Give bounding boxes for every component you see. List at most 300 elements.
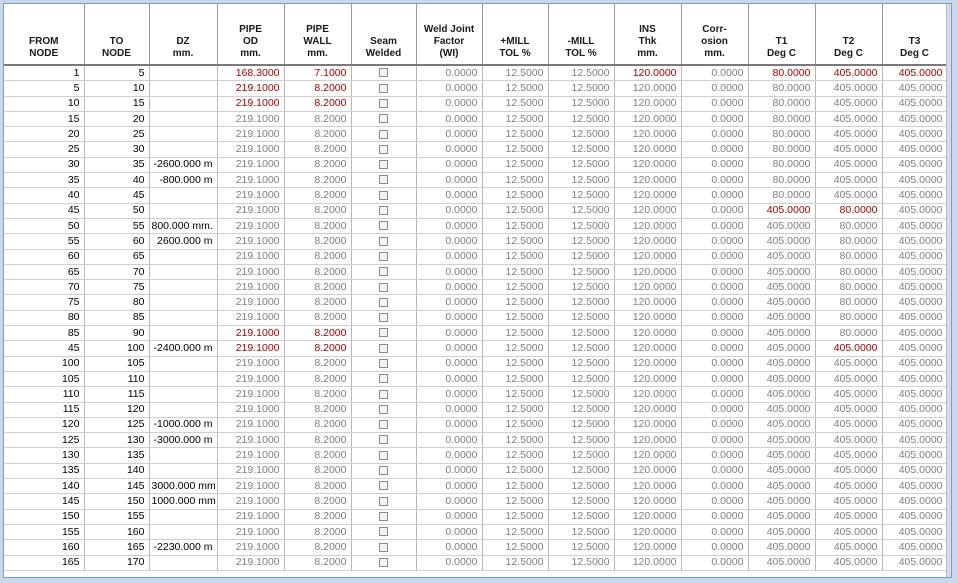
seam-welded-checkbox[interactable] bbox=[379, 114, 388, 123]
cell-corr[interactable]: 0.0000 bbox=[681, 310, 748, 325]
cell-od[interactable]: 219.1000 bbox=[217, 81, 284, 96]
cell-pmill[interactable]: 12.5000 bbox=[482, 463, 548, 478]
cell-t3[interactable]: 405.0000 bbox=[882, 81, 947, 96]
cell-od[interactable]: 219.1000 bbox=[217, 479, 284, 494]
column-header-pmill[interactable] bbox=[482, 4, 548, 65]
cell-ins[interactable]: 120.0000 bbox=[614, 65, 681, 81]
cell-pmill[interactable]: 12.5000 bbox=[482, 157, 548, 172]
column-header-corr[interactable] bbox=[681, 4, 748, 65]
cell-wall[interactable]: 8.2000 bbox=[284, 81, 351, 96]
seam-welded-checkbox[interactable] bbox=[379, 130, 388, 139]
cell-weld[interactable]: 0.0000 bbox=[416, 203, 482, 218]
cell-pmill[interactable]: 12.5000 bbox=[482, 249, 548, 264]
seam-welded-checkbox[interactable] bbox=[379, 221, 388, 230]
cell-pmill[interactable]: 12.5000 bbox=[482, 295, 548, 310]
cell-corr[interactable]: 0.0000 bbox=[681, 417, 748, 432]
cell-corr[interactable]: 0.0000 bbox=[681, 218, 748, 233]
cell-weld[interactable]: 0.0000 bbox=[416, 65, 482, 81]
cell-dz[interactable]: -2400.000 m bbox=[149, 341, 217, 356]
cell-from[interactable]: 20 bbox=[4, 127, 84, 142]
cell-corr[interactable]: 0.0000 bbox=[681, 96, 748, 111]
cell-wall[interactable]: 8.2000 bbox=[284, 280, 351, 295]
cell-t3[interactable]: 405.0000 bbox=[882, 494, 947, 509]
cell-seam[interactable] bbox=[351, 402, 416, 417]
cell-wall[interactable]: 8.2000 bbox=[284, 509, 351, 524]
cell-od[interactable]: 219.1000 bbox=[217, 96, 284, 111]
cell-t1[interactable]: 80.0000 bbox=[748, 127, 815, 142]
cell-to[interactable]: 170 bbox=[84, 555, 149, 570]
cell-from[interactable]: 140 bbox=[4, 479, 84, 494]
cell-t2[interactable]: 80.0000 bbox=[815, 218, 882, 233]
cell-to[interactable]: 75 bbox=[84, 280, 149, 295]
cell-pmill[interactable]: 12.5000 bbox=[482, 387, 548, 402]
cell-t2[interactable]: 80.0000 bbox=[815, 295, 882, 310]
cell-od[interactable]: 219.1000 bbox=[217, 173, 284, 188]
cell-to[interactable]: 165 bbox=[84, 540, 149, 555]
cell-mmill[interactable]: 12.5000 bbox=[548, 203, 614, 218]
cell-corr[interactable]: 0.0000 bbox=[681, 142, 748, 157]
cell-wall[interactable]: 8.2000 bbox=[284, 96, 351, 111]
cell-ins[interactable]: 120.0000 bbox=[614, 341, 681, 356]
cell-od[interactable]: 219.1000 bbox=[217, 127, 284, 142]
cell-corr[interactable]: 0.0000 bbox=[681, 371, 748, 386]
cell-dz[interactable] bbox=[149, 81, 217, 96]
cell-corr[interactable]: 0.0000 bbox=[681, 479, 748, 494]
cell-to[interactable]: 65 bbox=[84, 249, 149, 264]
cell-wall[interactable]: 8.2000 bbox=[284, 387, 351, 402]
cell-ins[interactable]: 120.0000 bbox=[614, 463, 681, 478]
cell-pmill[interactable]: 12.5000 bbox=[482, 448, 548, 463]
cell-ins[interactable]: 120.0000 bbox=[614, 173, 681, 188]
cell-from[interactable]: 5 bbox=[4, 81, 84, 96]
cell-t1[interactable]: 405.0000 bbox=[748, 555, 815, 570]
cell-ins[interactable]: 120.0000 bbox=[614, 326, 681, 341]
cell-t1[interactable]: 80.0000 bbox=[748, 173, 815, 188]
cell-t1[interactable]: 405.0000 bbox=[748, 341, 815, 356]
cell-dz[interactable]: 1000.000 mm bbox=[149, 494, 217, 509]
cell-dz[interactable] bbox=[149, 326, 217, 341]
cell-t3[interactable]: 405.0000 bbox=[882, 203, 947, 218]
cell-seam[interactable] bbox=[351, 463, 416, 478]
cell-weld[interactable]: 0.0000 bbox=[416, 127, 482, 142]
cell-weld[interactable]: 0.0000 bbox=[416, 371, 482, 386]
cell-weld[interactable]: 0.0000 bbox=[416, 417, 482, 432]
cell-od[interactable]: 219.1000 bbox=[217, 448, 284, 463]
cell-dz[interactable] bbox=[149, 509, 217, 524]
cell-weld[interactable]: 0.0000 bbox=[416, 479, 482, 494]
seam-welded-checkbox[interactable] bbox=[379, 390, 388, 399]
cell-ins[interactable]: 120.0000 bbox=[614, 417, 681, 432]
cell-ins[interactable]: 120.0000 bbox=[614, 218, 681, 233]
cell-dz[interactable] bbox=[149, 249, 217, 264]
cell-t1[interactable]: 80.0000 bbox=[748, 111, 815, 126]
cell-ins[interactable]: 120.0000 bbox=[614, 310, 681, 325]
cell-to[interactable]: 55 bbox=[84, 218, 149, 233]
cell-mmill[interactable]: 12.5000 bbox=[548, 463, 614, 478]
cell-od[interactable]: 219.1000 bbox=[217, 326, 284, 341]
cell-ins[interactable]: 120.0000 bbox=[614, 203, 681, 218]
cell-t2[interactable]: 405.0000 bbox=[815, 173, 882, 188]
cell-t2[interactable]: 80.0000 bbox=[815, 280, 882, 295]
cell-wall[interactable]: 8.2000 bbox=[284, 402, 351, 417]
cell-corr[interactable]: 0.0000 bbox=[681, 249, 748, 264]
cell-pmill[interactable]: 12.5000 bbox=[482, 111, 548, 126]
cell-od[interactable]: 219.1000 bbox=[217, 356, 284, 371]
cell-from[interactable]: 10 bbox=[4, 96, 84, 111]
cell-corr[interactable]: 0.0000 bbox=[681, 203, 748, 218]
cell-ins[interactable]: 120.0000 bbox=[614, 157, 681, 172]
cell-od[interactable]: 219.1000 bbox=[217, 264, 284, 279]
cell-weld[interactable]: 0.0000 bbox=[416, 448, 482, 463]
column-header-from[interactable] bbox=[4, 4, 84, 65]
cell-ins[interactable]: 120.0000 bbox=[614, 555, 681, 570]
cell-t1[interactable]: 80.0000 bbox=[748, 188, 815, 203]
cell-t3[interactable]: 405.0000 bbox=[882, 218, 947, 233]
cell-t1[interactable]: 405.0000 bbox=[748, 310, 815, 325]
cell-wall[interactable]: 8.2000 bbox=[284, 234, 351, 249]
seam-welded-checkbox[interactable] bbox=[379, 252, 388, 261]
cell-mmill[interactable]: 12.5000 bbox=[548, 555, 614, 570]
cell-wall[interactable]: 8.2000 bbox=[284, 433, 351, 448]
column-header-mmill[interactable] bbox=[548, 4, 614, 65]
cell-t1[interactable]: 405.0000 bbox=[748, 448, 815, 463]
cell-t2[interactable]: 405.0000 bbox=[815, 96, 882, 111]
cell-t3[interactable]: 405.0000 bbox=[882, 264, 947, 279]
seam-welded-checkbox[interactable] bbox=[379, 420, 388, 429]
cell-mmill[interactable]: 12.5000 bbox=[548, 310, 614, 325]
cell-seam[interactable] bbox=[351, 310, 416, 325]
cell-ins[interactable]: 120.0000 bbox=[614, 402, 681, 417]
cell-mmill[interactable]: 12.5000 bbox=[548, 433, 614, 448]
cell-corr[interactable]: 0.0000 bbox=[681, 494, 748, 509]
cell-seam[interactable] bbox=[351, 509, 416, 524]
cell-t1[interactable]: 405.0000 bbox=[748, 417, 815, 432]
cell-to[interactable]: 120 bbox=[84, 402, 149, 417]
cell-pmill[interactable]: 12.5000 bbox=[482, 218, 548, 233]
cell-od[interactable]: 219.1000 bbox=[217, 371, 284, 386]
cell-t2[interactable]: 405.0000 bbox=[815, 509, 882, 524]
seam-welded-checkbox[interactable] bbox=[379, 313, 388, 322]
cell-corr[interactable]: 0.0000 bbox=[681, 264, 748, 279]
cell-ins[interactable]: 120.0000 bbox=[614, 371, 681, 386]
cell-od[interactable]: 219.1000 bbox=[217, 249, 284, 264]
cell-corr[interactable]: 0.0000 bbox=[681, 433, 748, 448]
cell-pmill[interactable]: 12.5000 bbox=[482, 280, 548, 295]
cell-ins[interactable]: 120.0000 bbox=[614, 142, 681, 157]
cell-to[interactable]: 10 bbox=[84, 81, 149, 96]
cell-t2[interactable]: 405.0000 bbox=[815, 448, 882, 463]
cell-seam[interactable] bbox=[351, 188, 416, 203]
cell-t1[interactable]: 80.0000 bbox=[748, 96, 815, 111]
cell-mmill[interactable]: 12.5000 bbox=[548, 96, 614, 111]
cell-ins[interactable]: 120.0000 bbox=[614, 234, 681, 249]
cell-t3[interactable]: 405.0000 bbox=[882, 463, 947, 478]
cell-wall[interactable]: 8.2000 bbox=[284, 127, 351, 142]
cell-dz[interactable]: -3000.000 m bbox=[149, 433, 217, 448]
cell-from[interactable]: 65 bbox=[4, 264, 84, 279]
cell-od[interactable]: 219.1000 bbox=[217, 295, 284, 310]
cell-wall[interactable]: 8.2000 bbox=[284, 264, 351, 279]
cell-dz[interactable] bbox=[149, 127, 217, 142]
cell-corr[interactable]: 0.0000 bbox=[681, 540, 748, 555]
cell-seam[interactable] bbox=[351, 280, 416, 295]
cell-pmill[interactable]: 12.5000 bbox=[482, 173, 548, 188]
cell-dz[interactable]: -2230.000 m bbox=[149, 540, 217, 555]
cell-to[interactable]: 140 bbox=[84, 463, 149, 478]
cell-weld[interactable]: 0.0000 bbox=[416, 249, 482, 264]
column-header-ins[interactable] bbox=[614, 4, 681, 65]
column-header-seam[interactable] bbox=[351, 4, 416, 65]
cell-seam[interactable] bbox=[351, 157, 416, 172]
cell-mmill[interactable]: 12.5000 bbox=[548, 494, 614, 509]
cell-seam[interactable] bbox=[351, 387, 416, 402]
cell-from[interactable]: 110 bbox=[4, 387, 84, 402]
cell-seam[interactable] bbox=[351, 65, 416, 81]
cell-ins[interactable]: 120.0000 bbox=[614, 540, 681, 555]
cell-t3[interactable]: 405.0000 bbox=[882, 540, 947, 555]
seam-welded-checkbox[interactable] bbox=[379, 68, 388, 77]
cell-seam[interactable] bbox=[351, 127, 416, 142]
cell-od[interactable]: 168.3000 bbox=[217, 65, 284, 81]
cell-mmill[interactable]: 12.5000 bbox=[548, 173, 614, 188]
cell-mmill[interactable]: 12.5000 bbox=[548, 142, 614, 157]
cell-ins[interactable]: 120.0000 bbox=[614, 524, 681, 539]
cell-from[interactable]: 85 bbox=[4, 326, 84, 341]
cell-seam[interactable] bbox=[351, 249, 416, 264]
cell-from[interactable]: 75 bbox=[4, 295, 84, 310]
cell-from[interactable]: 60 bbox=[4, 249, 84, 264]
seam-welded-checkbox[interactable] bbox=[379, 405, 388, 414]
cell-t2[interactable]: 80.0000 bbox=[815, 264, 882, 279]
cell-dz[interactable] bbox=[149, 65, 217, 81]
cell-dz[interactable]: 3000.000 mm bbox=[149, 479, 217, 494]
cell-pmill[interactable]: 12.5000 bbox=[482, 127, 548, 142]
cell-mmill[interactable]: 12.5000 bbox=[548, 448, 614, 463]
cell-t3[interactable]: 405.0000 bbox=[882, 448, 947, 463]
cell-mmill[interactable]: 12.5000 bbox=[548, 371, 614, 386]
cell-mmill[interactable]: 12.5000 bbox=[548, 234, 614, 249]
cell-t2[interactable]: 405.0000 bbox=[815, 433, 882, 448]
cell-od[interactable]: 219.1000 bbox=[217, 433, 284, 448]
cell-mmill[interactable]: 12.5000 bbox=[548, 295, 614, 310]
cell-mmill[interactable]: 12.5000 bbox=[548, 264, 614, 279]
cell-wall[interactable]: 8.2000 bbox=[284, 341, 351, 356]
cell-to[interactable]: 105 bbox=[84, 356, 149, 371]
cell-t2[interactable]: 405.0000 bbox=[815, 387, 882, 402]
cell-from[interactable]: 130 bbox=[4, 448, 84, 463]
cell-to[interactable]: 125 bbox=[84, 417, 149, 432]
cell-od[interactable]: 219.1000 bbox=[217, 142, 284, 157]
cell-t1[interactable]: 405.0000 bbox=[748, 479, 815, 494]
cell-seam[interactable] bbox=[351, 555, 416, 570]
cell-t1[interactable]: 405.0000 bbox=[748, 295, 815, 310]
seam-welded-checkbox[interactable] bbox=[379, 145, 388, 154]
cell-pmill[interactable]: 12.5000 bbox=[482, 509, 548, 524]
seam-welded-checkbox[interactable] bbox=[379, 466, 388, 475]
cell-seam[interactable] bbox=[351, 371, 416, 386]
cell-from[interactable]: 160 bbox=[4, 540, 84, 555]
cell-corr[interactable]: 0.0000 bbox=[681, 524, 748, 539]
cell-to[interactable]: 150 bbox=[84, 494, 149, 509]
cell-ins[interactable]: 120.0000 bbox=[614, 81, 681, 96]
cell-seam[interactable] bbox=[351, 111, 416, 126]
cell-seam[interactable] bbox=[351, 326, 416, 341]
cell-corr[interactable]: 0.0000 bbox=[681, 111, 748, 126]
cell-dz[interactable] bbox=[149, 188, 217, 203]
cell-to[interactable]: 15 bbox=[84, 96, 149, 111]
cell-corr[interactable]: 0.0000 bbox=[681, 81, 748, 96]
cell-weld[interactable]: 0.0000 bbox=[416, 555, 482, 570]
cell-wall[interactable]: 8.2000 bbox=[284, 310, 351, 325]
cell-weld[interactable]: 0.0000 bbox=[416, 524, 482, 539]
cell-weld[interactable]: 0.0000 bbox=[416, 142, 482, 157]
cell-od[interactable]: 219.1000 bbox=[217, 402, 284, 417]
cell-wall[interactable]: 8.2000 bbox=[284, 555, 351, 570]
cell-corr[interactable]: 0.0000 bbox=[681, 341, 748, 356]
cell-t3[interactable]: 405.0000 bbox=[882, 326, 947, 341]
cell-dz[interactable] bbox=[149, 402, 217, 417]
cell-to[interactable]: 130 bbox=[84, 433, 149, 448]
cell-wall[interactable]: 8.2000 bbox=[284, 494, 351, 509]
seam-welded-checkbox[interactable] bbox=[379, 512, 388, 521]
cell-mmill[interactable]: 12.5000 bbox=[548, 417, 614, 432]
seam-welded-checkbox[interactable] bbox=[379, 558, 388, 567]
cell-t1[interactable]: 405.0000 bbox=[748, 203, 815, 218]
cell-from[interactable]: 55 bbox=[4, 234, 84, 249]
cell-from[interactable]: 35 bbox=[4, 173, 84, 188]
cell-t2[interactable]: 405.0000 bbox=[815, 479, 882, 494]
cell-pmill[interactable]: 12.5000 bbox=[482, 264, 548, 279]
cell-t1[interactable]: 405.0000 bbox=[748, 326, 815, 341]
cell-dz[interactable]: 800.000 mm. bbox=[149, 218, 217, 233]
cell-dz[interactable] bbox=[149, 371, 217, 386]
cell-t3[interactable]: 405.0000 bbox=[882, 111, 947, 126]
cell-t1[interactable]: 80.0000 bbox=[748, 157, 815, 172]
cell-mmill[interactable]: 12.5000 bbox=[548, 65, 614, 81]
cell-from[interactable]: 40 bbox=[4, 188, 84, 203]
cell-ins[interactable]: 120.0000 bbox=[614, 479, 681, 494]
cell-t3[interactable]: 405.0000 bbox=[882, 341, 947, 356]
cell-pmill[interactable]: 12.5000 bbox=[482, 402, 548, 417]
cell-dz[interactable]: -800.000 m bbox=[149, 173, 217, 188]
cell-ins[interactable]: 120.0000 bbox=[614, 448, 681, 463]
cell-t1[interactable]: 405.0000 bbox=[748, 509, 815, 524]
cell-from[interactable]: 45 bbox=[4, 341, 84, 356]
column-header-t1[interactable] bbox=[748, 4, 815, 65]
cell-pmill[interactable]: 12.5000 bbox=[482, 142, 548, 157]
cell-t1[interactable]: 405.0000 bbox=[748, 218, 815, 233]
cell-weld[interactable]: 0.0000 bbox=[416, 218, 482, 233]
cell-t2[interactable]: 405.0000 bbox=[815, 371, 882, 386]
seam-welded-checkbox[interactable] bbox=[379, 359, 388, 368]
seam-welded-checkbox[interactable] bbox=[379, 267, 388, 276]
column-header-weld[interactable] bbox=[416, 4, 482, 65]
cell-od[interactable]: 219.1000 bbox=[217, 280, 284, 295]
cell-to[interactable]: 80 bbox=[84, 295, 149, 310]
cell-od[interactable]: 219.1000 bbox=[217, 203, 284, 218]
cell-wall[interactable]: 8.2000 bbox=[284, 540, 351, 555]
seam-welded-checkbox[interactable] bbox=[379, 527, 388, 536]
cell-pmill[interactable]: 12.5000 bbox=[482, 65, 548, 81]
cell-t3[interactable]: 405.0000 bbox=[882, 142, 947, 157]
cell-pmill[interactable]: 12.5000 bbox=[482, 310, 548, 325]
cell-od[interactable]: 219.1000 bbox=[217, 234, 284, 249]
cell-t2[interactable]: 405.0000 bbox=[815, 356, 882, 371]
cell-ins[interactable]: 120.0000 bbox=[614, 509, 681, 524]
cell-from[interactable]: 165 bbox=[4, 555, 84, 570]
cell-to[interactable]: 115 bbox=[84, 387, 149, 402]
cell-mmill[interactable]: 12.5000 bbox=[548, 280, 614, 295]
cell-corr[interactable]: 0.0000 bbox=[681, 509, 748, 524]
cell-seam[interactable] bbox=[351, 234, 416, 249]
cell-to[interactable]: 60 bbox=[84, 234, 149, 249]
cell-wall[interactable]: 8.2000 bbox=[284, 371, 351, 386]
cell-t2[interactable]: 405.0000 bbox=[815, 81, 882, 96]
cell-t3[interactable]: 405.0000 bbox=[882, 479, 947, 494]
cell-t3[interactable]: 405.0000 bbox=[882, 555, 947, 570]
cell-t2[interactable]: 405.0000 bbox=[815, 524, 882, 539]
cell-from[interactable]: 105 bbox=[4, 371, 84, 386]
cell-mmill[interactable]: 12.5000 bbox=[548, 540, 614, 555]
cell-od[interactable]: 219.1000 bbox=[217, 188, 284, 203]
cell-t2[interactable]: 405.0000 bbox=[815, 157, 882, 172]
cell-mmill[interactable]: 12.5000 bbox=[548, 341, 614, 356]
cell-t2[interactable]: 80.0000 bbox=[815, 203, 882, 218]
seam-welded-checkbox[interactable] bbox=[379, 543, 388, 552]
cell-dz[interactable] bbox=[149, 448, 217, 463]
cell-ins[interactable]: 120.0000 bbox=[614, 188, 681, 203]
cell-t2[interactable]: 405.0000 bbox=[815, 463, 882, 478]
cell-pmill[interactable]: 12.5000 bbox=[482, 524, 548, 539]
cell-t1[interactable]: 405.0000 bbox=[748, 494, 815, 509]
cell-t3[interactable]: 405.0000 bbox=[882, 417, 947, 432]
cell-to[interactable]: 155 bbox=[84, 509, 149, 524]
cell-to[interactable]: 5 bbox=[84, 65, 149, 81]
cell-pmill[interactable]: 12.5000 bbox=[482, 371, 548, 386]
cell-t1[interactable]: 80.0000 bbox=[748, 142, 815, 157]
cell-od[interactable]: 219.1000 bbox=[217, 218, 284, 233]
cell-weld[interactable]: 0.0000 bbox=[416, 173, 482, 188]
cell-t3[interactable]: 405.0000 bbox=[882, 249, 947, 264]
seam-welded-checkbox[interactable] bbox=[379, 298, 388, 307]
cell-to[interactable]: 160 bbox=[84, 524, 149, 539]
cell-od[interactable]: 219.1000 bbox=[217, 524, 284, 539]
cell-wall[interactable]: 8.2000 bbox=[284, 463, 351, 478]
cell-weld[interactable]: 0.0000 bbox=[416, 509, 482, 524]
cell-pmill[interactable]: 12.5000 bbox=[482, 188, 548, 203]
cell-ins[interactable]: 120.0000 bbox=[614, 494, 681, 509]
cell-t2[interactable]: 80.0000 bbox=[815, 234, 882, 249]
cell-pmill[interactable]: 12.5000 bbox=[482, 356, 548, 371]
cell-od[interactable]: 219.1000 bbox=[217, 509, 284, 524]
cell-t2[interactable]: 405.0000 bbox=[815, 494, 882, 509]
cell-t3[interactable]: 405.0000 bbox=[882, 402, 947, 417]
cell-corr[interactable]: 0.0000 bbox=[681, 65, 748, 81]
cell-corr[interactable]: 0.0000 bbox=[681, 280, 748, 295]
cell-dz[interactable] bbox=[149, 111, 217, 126]
column-header-to[interactable] bbox=[84, 4, 149, 65]
cell-pmill[interactable]: 12.5000 bbox=[482, 81, 548, 96]
cell-t3[interactable]: 405.0000 bbox=[882, 310, 947, 325]
cell-corr[interactable]: 0.0000 bbox=[681, 326, 748, 341]
cell-weld[interactable]: 0.0000 bbox=[416, 188, 482, 203]
cell-ins[interactable]: 120.0000 bbox=[614, 111, 681, 126]
cell-t3[interactable]: 405.0000 bbox=[882, 127, 947, 142]
cell-to[interactable]: 20 bbox=[84, 111, 149, 126]
cell-to[interactable]: 90 bbox=[84, 326, 149, 341]
cell-wall[interactable]: 8.2000 bbox=[284, 157, 351, 172]
cell-t1[interactable]: 405.0000 bbox=[748, 463, 815, 478]
